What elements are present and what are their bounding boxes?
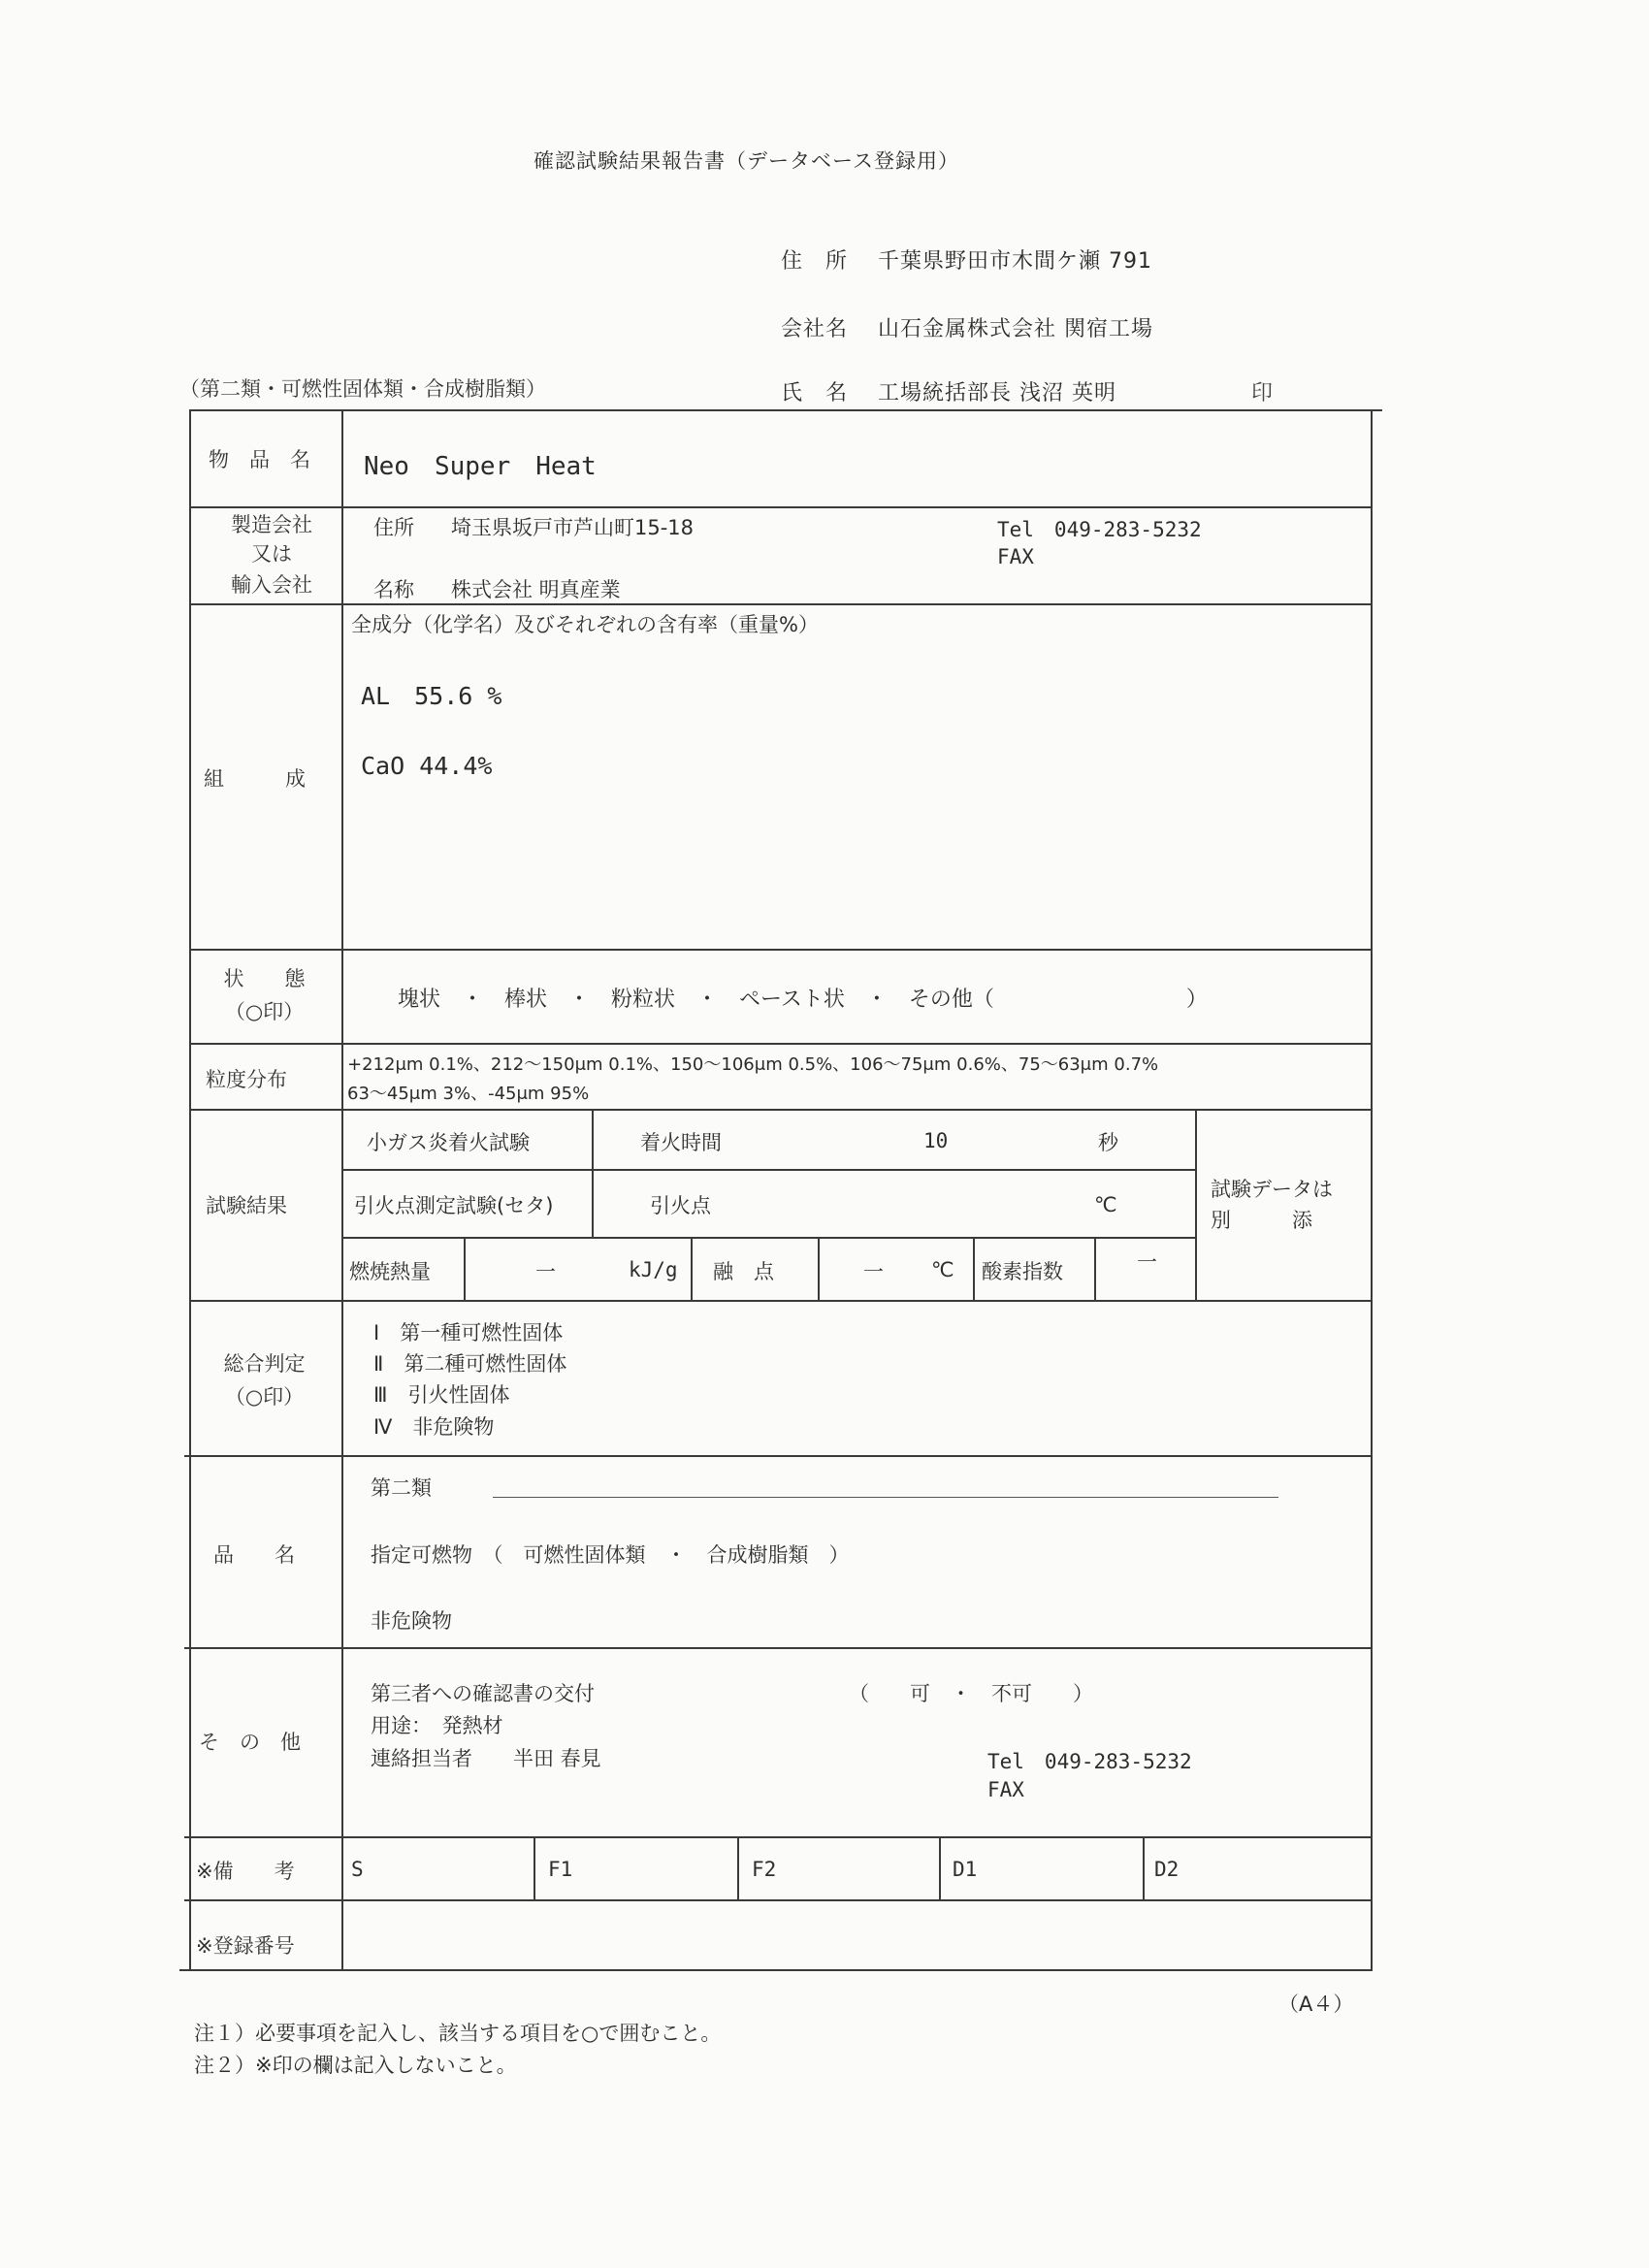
data-note-2: 別 添 (1211, 1209, 1312, 1232)
maker-address-label: 住所 (373, 516, 414, 539)
item-name-class-2: 第二類 (371, 1476, 432, 1500)
company-label: 会社名 (781, 317, 849, 341)
ignition-time-label: 着火時間 (640, 1131, 722, 1154)
item-name-non-hazardous: 非危険物 (371, 1609, 452, 1633)
state-options: 塊状 ・ 棒状 ・ 粉粒状 ・ ペースト状 ・ その他（ ） (398, 988, 1208, 1012)
category-note: （第二類・可燃性固体類・合成樹脂類） (179, 377, 546, 401)
remarks-d1: D1 (953, 1858, 978, 1881)
remarks-f2: F2 (752, 1858, 777, 1881)
melt-label: 融 点 (713, 1260, 774, 1283)
composition-item-al: AL 55.6 % (361, 682, 502, 710)
item-name-designated: 指定可燃物 （ 可燃性固体類 ・ 合成樹脂類 ） (371, 1543, 850, 1567)
maker-label-3: 輸入会社 (231, 573, 312, 597)
remarks-d2: D2 (1154, 1858, 1180, 1881)
judgment-item-4: Ⅳ 非危険物 (373, 1415, 495, 1439)
other-permission: （ 可 ・ 不可 ） (849, 1682, 1093, 1705)
note-2: 注２）※印の欄は記入しないこと。 (194, 2054, 517, 2077)
item-name-label: 品 名 (213, 1543, 295, 1567)
maker-name-label: 名称 (373, 578, 414, 601)
other-usage: 用途： 発熱材 (371, 1714, 503, 1737)
ignition-time-value: 10 (923, 1129, 949, 1152)
maker-name: 株式会社 明真産業 (451, 578, 621, 601)
state-label: 状 態 (223, 967, 306, 990)
melt-value: 一 (863, 1260, 884, 1283)
other-third-party: 第三者への確認書の交付 (371, 1682, 595, 1705)
product-label: 物 品 名 (209, 448, 310, 471)
judgment-label: 総合判定 (223, 1352, 306, 1376)
ignition-time-unit: 秒 (1098, 1131, 1118, 1154)
other-label: そ の 他 (199, 1731, 301, 1754)
company-value: 山石金属株式会社 関宿工場 (878, 317, 1153, 341)
document-title: 確認試験結果報告書（データベース登録用） (534, 149, 959, 173)
product-name: Neo Super Heat (364, 452, 597, 481)
maker-label-2: 又は (251, 542, 292, 566)
heat-unit: kJ/g (629, 1258, 678, 1281)
name-value: 工場統括部長 浅沼 英明 (878, 381, 1116, 405)
name-label: 氏 名 (781, 381, 849, 405)
composition-label: 組 成 (204, 767, 306, 791)
maker-label-1: 製造会社 (231, 513, 312, 536)
gas-test-label: 小ガス炎着火試験 (367, 1131, 530, 1154)
heat-label: 燃焼熱量 (349, 1260, 431, 1283)
particle-line-1: +212μm 0.1%、212～150μm 0.1%、150～106μm 0.5%、106～75μm 0.6%、75～63μm 0.7% (347, 1054, 1159, 1075)
state-label-mark: （○印） (224, 1000, 305, 1023)
particle-line-2: 63～45μm 3%、-45μm 95% (347, 1084, 590, 1104)
maker-fax: FAX (997, 545, 1034, 568)
maker-address: 埼玉県坂戸市芦山町15-18 (451, 516, 695, 539)
flash-test-label: 引火点測定試験(セタ) (354, 1194, 554, 1217)
paper-size: （A４） (1278, 1993, 1354, 2016)
heat-value: 一 (535, 1260, 556, 1283)
melt-unit: ℃ (931, 1258, 954, 1281)
flash-point-unit: ℃ (1094, 1193, 1117, 1216)
note-1: 注１）必要事項を記入し、該当する項目を○で囲むこと。 (194, 2022, 722, 2045)
maker-tel: Tel 049-283-5232 (997, 518, 1202, 541)
registration-label: ※登録番号 (196, 1934, 295, 1958)
oxygen-label: 酸素指数 (982, 1260, 1063, 1283)
seal-mark: 印 (1251, 381, 1275, 405)
other-tel: Tel 049-283-5232 (987, 1750, 1192, 1773)
judgment-label-mark: （○印） (224, 1385, 305, 1409)
remarks-label: ※備 考 (196, 1860, 295, 1883)
oxygen-value: 一 (1137, 1250, 1157, 1274)
composition-heading: 全成分（化学名）及びそれぞれの含有率（重量%） (351, 613, 819, 636)
address-value: 千葉県野田市木間ケ瀬 791 (878, 249, 1152, 274)
other-fax: FAX (987, 1778, 1024, 1801)
judgment-item-1: Ⅰ 第一種可燃性固体 (373, 1321, 564, 1345)
remarks-s: S (351, 1858, 364, 1881)
data-note-1: 試験データは (1211, 1178, 1333, 1201)
item-name-underline (493, 1497, 1278, 1498)
particle-label: 粒度分布 (206, 1068, 287, 1091)
composition-item-cao: CaO 44.4% (361, 752, 493, 780)
other-contact: 連絡担当者 半田 春見 (371, 1747, 601, 1770)
judgment-item-3: Ⅲ 引火性固体 (373, 1383, 510, 1407)
judgment-item-2: Ⅱ 第二種可燃性固体 (373, 1352, 567, 1376)
address-label: 住 所 (781, 249, 849, 274)
flash-point-label: 引火点 (650, 1194, 711, 1217)
remarks-f1: F1 (548, 1858, 573, 1881)
tests-label: 試験結果 (206, 1194, 287, 1217)
